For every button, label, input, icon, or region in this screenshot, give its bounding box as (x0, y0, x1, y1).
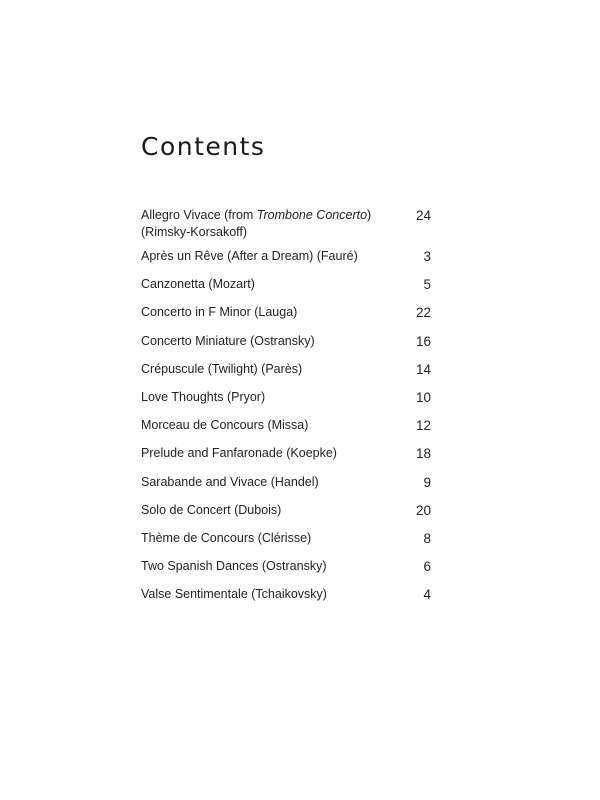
toc-entry (141, 304, 431, 321)
toc-entry-title: Love Thoughts (Pryor) (141, 389, 266, 404)
toc-entry-title-line2: (Rimsky-Korsakoff) (141, 225, 248, 239)
toc-entry (141, 333, 431, 350)
page-title: Contents (141, 132, 266, 161)
toc-entry-title: Morceau de Concours (Missa) (141, 418, 309, 433)
toc-entry-title: Concerto in F Minor (Lauga) (141, 305, 298, 320)
toc-entry-page: 16 (415, 333, 431, 349)
toc-entry-title-suffix: ) (367, 208, 372, 222)
toc-entry-title-prefix: Allegro Vivace (from (141, 208, 257, 222)
toc-entry-title: Concerto Miniature (Ostransky) (141, 333, 315, 348)
toc-entry-title-italic: Trombone Concerto (256, 208, 368, 222)
toc-entry-page: 22 (415, 305, 431, 321)
toc-entry-page: 24 (415, 208, 431, 223)
toc-entry-page: 4 (423, 587, 431, 603)
toc-entry-title: Crépuscule (Twilight) (Parès) (141, 361, 303, 376)
toc-entry (141, 558, 431, 575)
toc-entry-title: Valse Sentimentale (Tchaikovsky) (141, 587, 327, 602)
toc-entry (141, 417, 431, 434)
toc-entry-page: 12 (415, 418, 431, 434)
toc-entry (141, 361, 431, 378)
toc-entry-title: Solo de Concert (Dubois) (141, 502, 282, 517)
toc-entry (141, 248, 431, 265)
toc-entry (141, 389, 431, 406)
toc-entry-page: 18 (415, 446, 431, 462)
toc-entry-title (141, 207, 409, 241)
toc-entry-page: 9 (423, 474, 431, 490)
toc-entry (141, 445, 431, 462)
toc-entry-page: 10 (415, 389, 431, 405)
toc-entry-title: Prelude and Fanfaronade (Koepke) (141, 446, 337, 461)
toc-entry-page: 3 (423, 249, 431, 264)
toc-entry-page: 8 (423, 530, 431, 546)
table-of-contents (141, 207, 431, 614)
toc-entry (141, 276, 431, 293)
toc-entry-title: Thème de Concours (Clérisse) (141, 530, 312, 545)
toc-entry-title: Two Spanish Dances (Ostransky) (141, 559, 327, 574)
toc-entry (141, 530, 431, 547)
toc-entry-page: 14 (415, 361, 431, 377)
toc-entry (141, 207, 431, 241)
toc-entry-page: 6 (423, 559, 431, 575)
toc-entry-title: Canzonetta (Mozart) (141, 277, 255, 292)
toc-entry (141, 474, 431, 491)
toc-entry-title: Sarabande and Vivace (Handel) (141, 474, 319, 489)
toc-entry (141, 502, 431, 519)
toc-entry-page: 5 (423, 277, 431, 293)
toc-entry (141, 586, 431, 603)
toc-entry-page: 20 (415, 502, 431, 518)
toc-entry-title: Après un Rêve (After a Dream) (Fauré) (141, 249, 358, 263)
